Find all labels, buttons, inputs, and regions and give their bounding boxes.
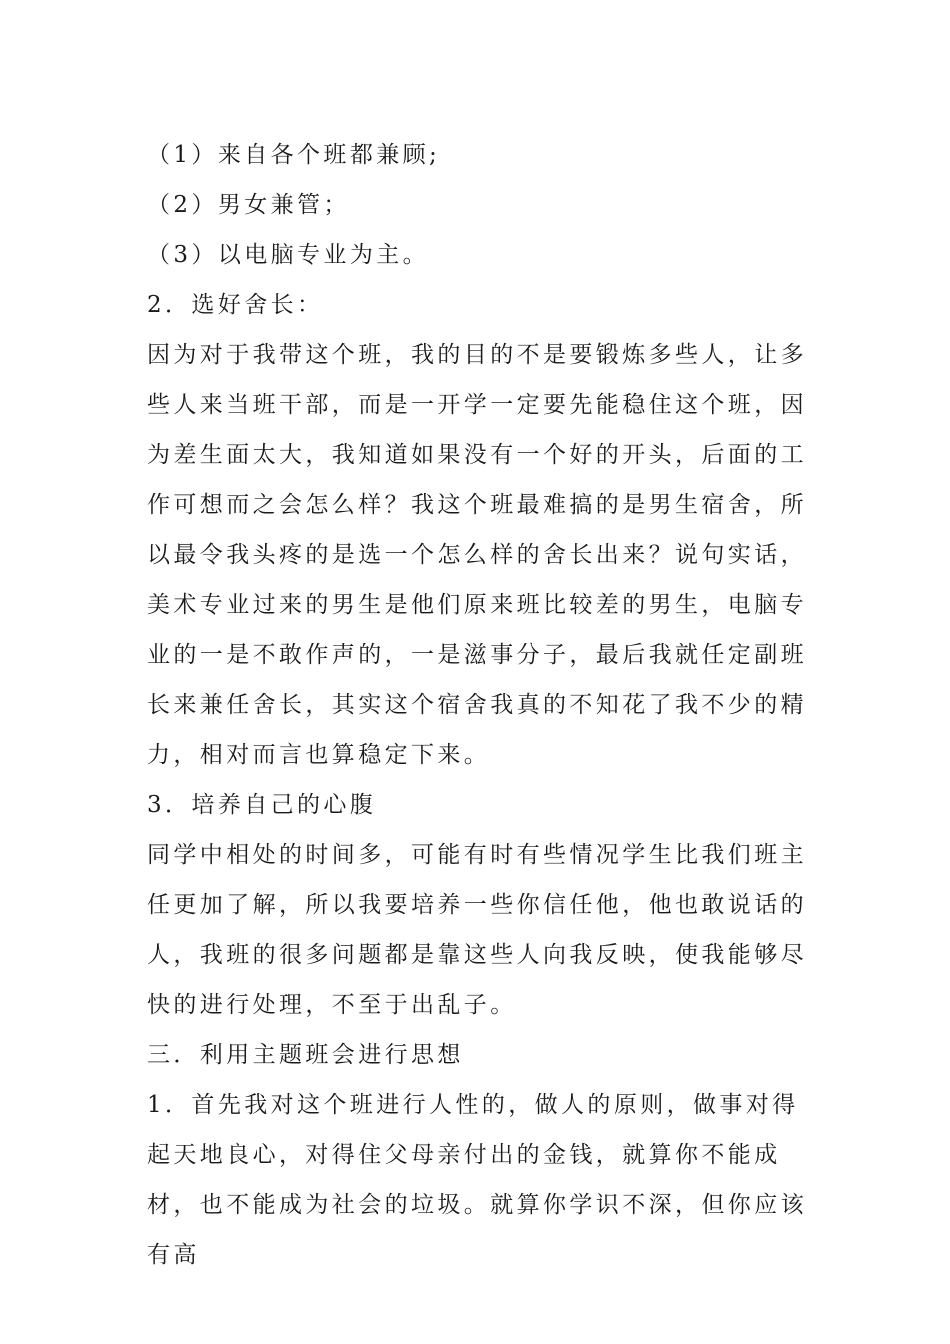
section-heading-select-dorm-leader: 2．选好舍长： — [147, 292, 324, 318]
list-item-3: （3）以电脑专业为主。 — [147, 242, 430, 268]
paragraph-class-meetings: 1．首先我对这个班进行人性的，做人的原则，做事对得起天地良心，对得住父母亲付出的金钱，就算你不能成材，也不能成为社会的垃圾。就算你学识不深，但你应该有高 — [147, 1092, 807, 1268]
list-item-2: （2）男女兼管； — [147, 192, 350, 218]
paragraph-trusted-students: 同学中相处的时间多，可能有时有些情况学生比我们班主任更加了解，所以我要培养一些你信任他，他也敢说话的人，我班的很多问题都是靠这些人向我反映，使我能够尽快的进行处理，不至于出乱子。 — [147, 842, 807, 1018]
paragraph-dorm-leader: 因为对于我带这个班，我的目的不是要锻炼多些人，让多些人来当班干部，而是一开学一定要先能稳住这个班，因为差生面太大，我知道如果没有一个好的开头，后面的工作可想而之会怎么样？我这个班最难搞的是男生宿舍，所以最令我头疼的是选一个怎么样的舍长出来？说句实话，美术专业过来的男生是他们原来班比较差的男生，电脑专业的一是不敢作声的，一是滋事分子，最后我就任定副班长来兼任舍长，其实这个宿舍我真的不知花了我不少的精力，相对而言也算稳定下来。 — [147, 342, 807, 768]
list-item-1: （1）来自各个班都兼顾; — [147, 142, 441, 168]
section-heading-trusted-students: 3．培养自己的心腹 — [147, 792, 377, 818]
document-body — [147, 130, 807, 1280]
section-heading-class-meetings: 三．利用主题班会进行思想 — [147, 1042, 464, 1068]
